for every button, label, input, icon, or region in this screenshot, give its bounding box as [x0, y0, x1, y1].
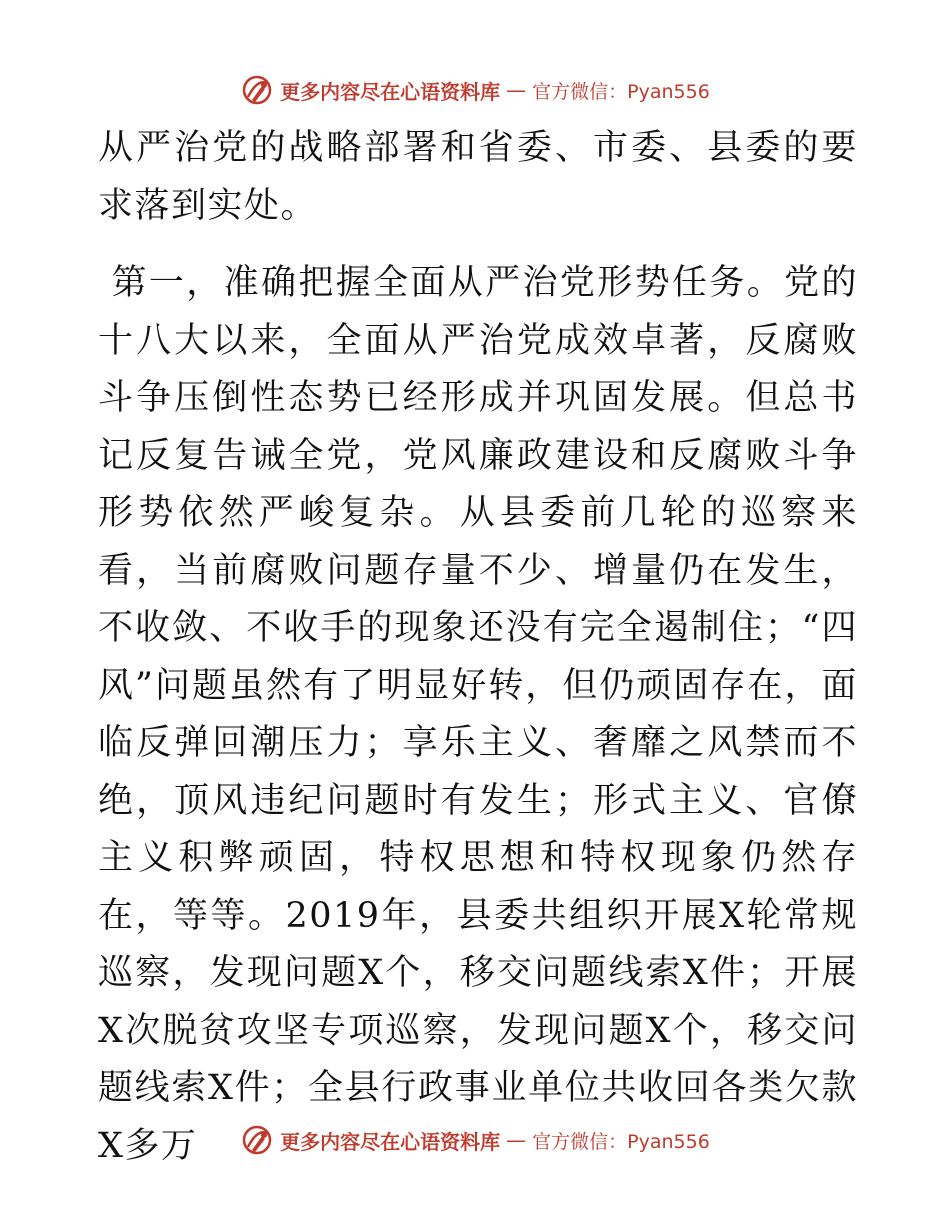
watermark-separator: —	[506, 1128, 527, 1152]
paragraph-2: 第一，准确把握全面从严治党形势任务。党的十八大以来，全面从严治党成效卓著，反腐败斗争压倒性态势已经形成并巩固发展。但总书记反复告诫全党，党风廉政建设和反腐败斗争形势依然严峻复杂。从县委前几轮的巡察来看，当前腐败问题存量不少、增量仍在发生，不收敛、不收手的现象还没有完全遏制住；“四风”问题虽然有了明显好转，但仍顽固存在，面临反弹回潮压力；享乐主义、奢靡之风禁而不绝，顶风违纪问题时有发生；形式主义、官僚主义积弊顽固，特权思想和特权现象仍然存在，等等。2019年，县委共组织开展X轮常规巡察，发现问题X个，移交问题线索X件；开展X次脱贫攻坚专项巡察，发现问题X个，移交问题线索X件；全县行政事业单位共收回各类欠款X多万	[98, 263, 858, 1166]
document-body	[98, 120, 858, 1175]
watermark-brand: 更多内容尽在心语资料库	[280, 79, 501, 104]
paragraph-1: 从严治党的战略部署和省委、市委、县委的要求落到实处。	[98, 128, 858, 226]
brand-logo-icon	[240, 1123, 274, 1157]
watermark-footer	[0, 1120, 950, 1160]
watermark-brand: 更多内容尽在心语资料库	[280, 1129, 501, 1154]
watermark-separator: —	[506, 78, 527, 102]
watermark-contact: 官方微信：Pyan556	[532, 80, 710, 103]
watermark-header	[0, 70, 950, 110]
brand-logo-icon	[240, 73, 274, 107]
watermark-contact: 官方微信：Pyan556	[532, 1130, 710, 1153]
